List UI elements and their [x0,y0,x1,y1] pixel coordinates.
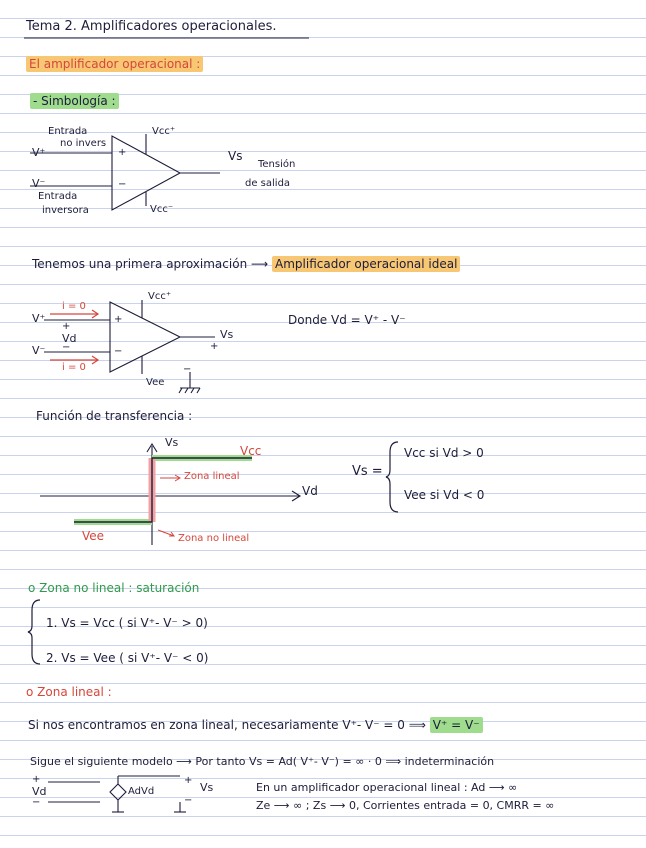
approx-prefix: Tenemos una primera aproximación ⟶ [32,257,269,271]
inversora-label: inversora [42,205,89,216]
section-heading-text: El amplificador operacional : [26,56,203,72]
page-title: Tema 2. Amplificadores operacionales. [26,19,277,34]
ideal-vplus: V⁺ [32,312,46,325]
approx-highlight: Amplificador operacional ideal [272,256,460,272]
ideal-plus-out: + [210,341,219,352]
vplus-label: V⁺ [32,146,46,159]
ideal-vminus: V⁻ [32,344,46,357]
no-lineal-item1: 1. Vs = Vcc ( si V⁺- V⁻ > 0) [46,616,208,630]
ideal-vcc: Vcc⁺ [148,291,172,302]
entrada-no-inv-label: Entrada [48,126,88,137]
lineal-title: o Zona lineal : [26,685,112,699]
ideal-minus-sign: − [114,346,123,357]
lineal-line1-text: Si nos encontramos en zona lineal, necesariamente V⁺- V⁻ = 0 ⟹ [28,718,426,732]
model-out-plus: + [184,775,193,786]
transfer-curve [74,458,252,522]
donde-eq: Donde Vd = V⁺ - V⁻ [288,313,406,327]
eq-case2: Vee si Vd < 0 [404,488,485,502]
vcc-pos-label: Vcc⁺ [152,126,176,137]
zona-no-lineal-label: Zona no lineal [178,533,250,544]
section-heading [26,58,203,70]
model-vs: Vs [200,781,214,794]
minus-sign: − [118,179,127,190]
simbologia-heading [30,95,119,107]
entrada-inv-label: Entrada [38,191,78,202]
dependent-source [110,784,126,800]
ideal-i1: i = 0 [62,301,86,312]
tension-label: Tensión [258,159,296,170]
ideal-i2: i = 0 [62,362,86,373]
vminus-label: V⁻ [32,177,46,190]
simbologia-text: - Simbología : [30,93,119,109]
eq-lhs: Vs = [352,464,383,479]
ideal-minus-in: − [62,342,71,353]
transfer-vs-axis-label: Vs [165,436,179,449]
no-lineal-title: o Zona no lineal : saturación [28,581,200,595]
plus-sign: + [118,147,127,158]
eq-case1: Vcc si Vd > 0 [404,446,484,460]
model-out-minus: − [184,795,193,806]
model-plus: + [32,774,41,785]
no-lineal-brace [28,598,42,666]
ideal-vd: Vd [62,332,77,345]
ideal-vs: Vs [220,328,234,341]
lineal-line1-hl: V⁺ = V⁻ [430,717,483,733]
model-src-label: AdVd [128,786,155,797]
model-vd: Vd [32,785,47,798]
zona-lineal-label: Zona lineal [184,471,240,482]
note1: En un amplificador operacional lineal : Ad ⟶ ∞ [256,781,518,794]
lineal-line1 [28,719,483,731]
ideal-vee: Vee [146,377,165,388]
opamp-triangle-2 [110,302,180,372]
title-underline [24,36,314,40]
de-salida-label: de salida [245,178,291,189]
vcc-neg-label: Vcc⁻ [150,204,174,215]
approx-line [32,258,460,270]
eq-brace [386,440,400,514]
model-minus: − [32,797,41,808]
transfer-vee-label: Vee [82,529,105,543]
transfer-vcc-label: Vcc [240,444,262,458]
lineal-line2: Sigue el siguiente modelo ⟶ Por tanto Vs = Ad( V⁺- V⁻) = ∞ · 0 ⟹ indeterminación [30,755,495,768]
transfer-title: Función de transferencia : [36,409,193,423]
no-lineal-item2: 2. Vs = Vee ( si V⁺- V⁻ < 0) [46,651,209,665]
ideal-plus-sign: + [114,314,123,325]
no-invers-label: no invers [60,138,107,149]
vs-label: Vs [228,149,243,163]
transfer-vd-axis-label: Vd [302,484,318,498]
note2: Ze ⟶ ∞ ; Zs ⟶ 0, Corrientes entrada = 0, CMRR = ∞ [256,799,555,812]
ideal-minus-out: − [183,364,192,375]
ideal-plus-in: + [62,321,71,332]
